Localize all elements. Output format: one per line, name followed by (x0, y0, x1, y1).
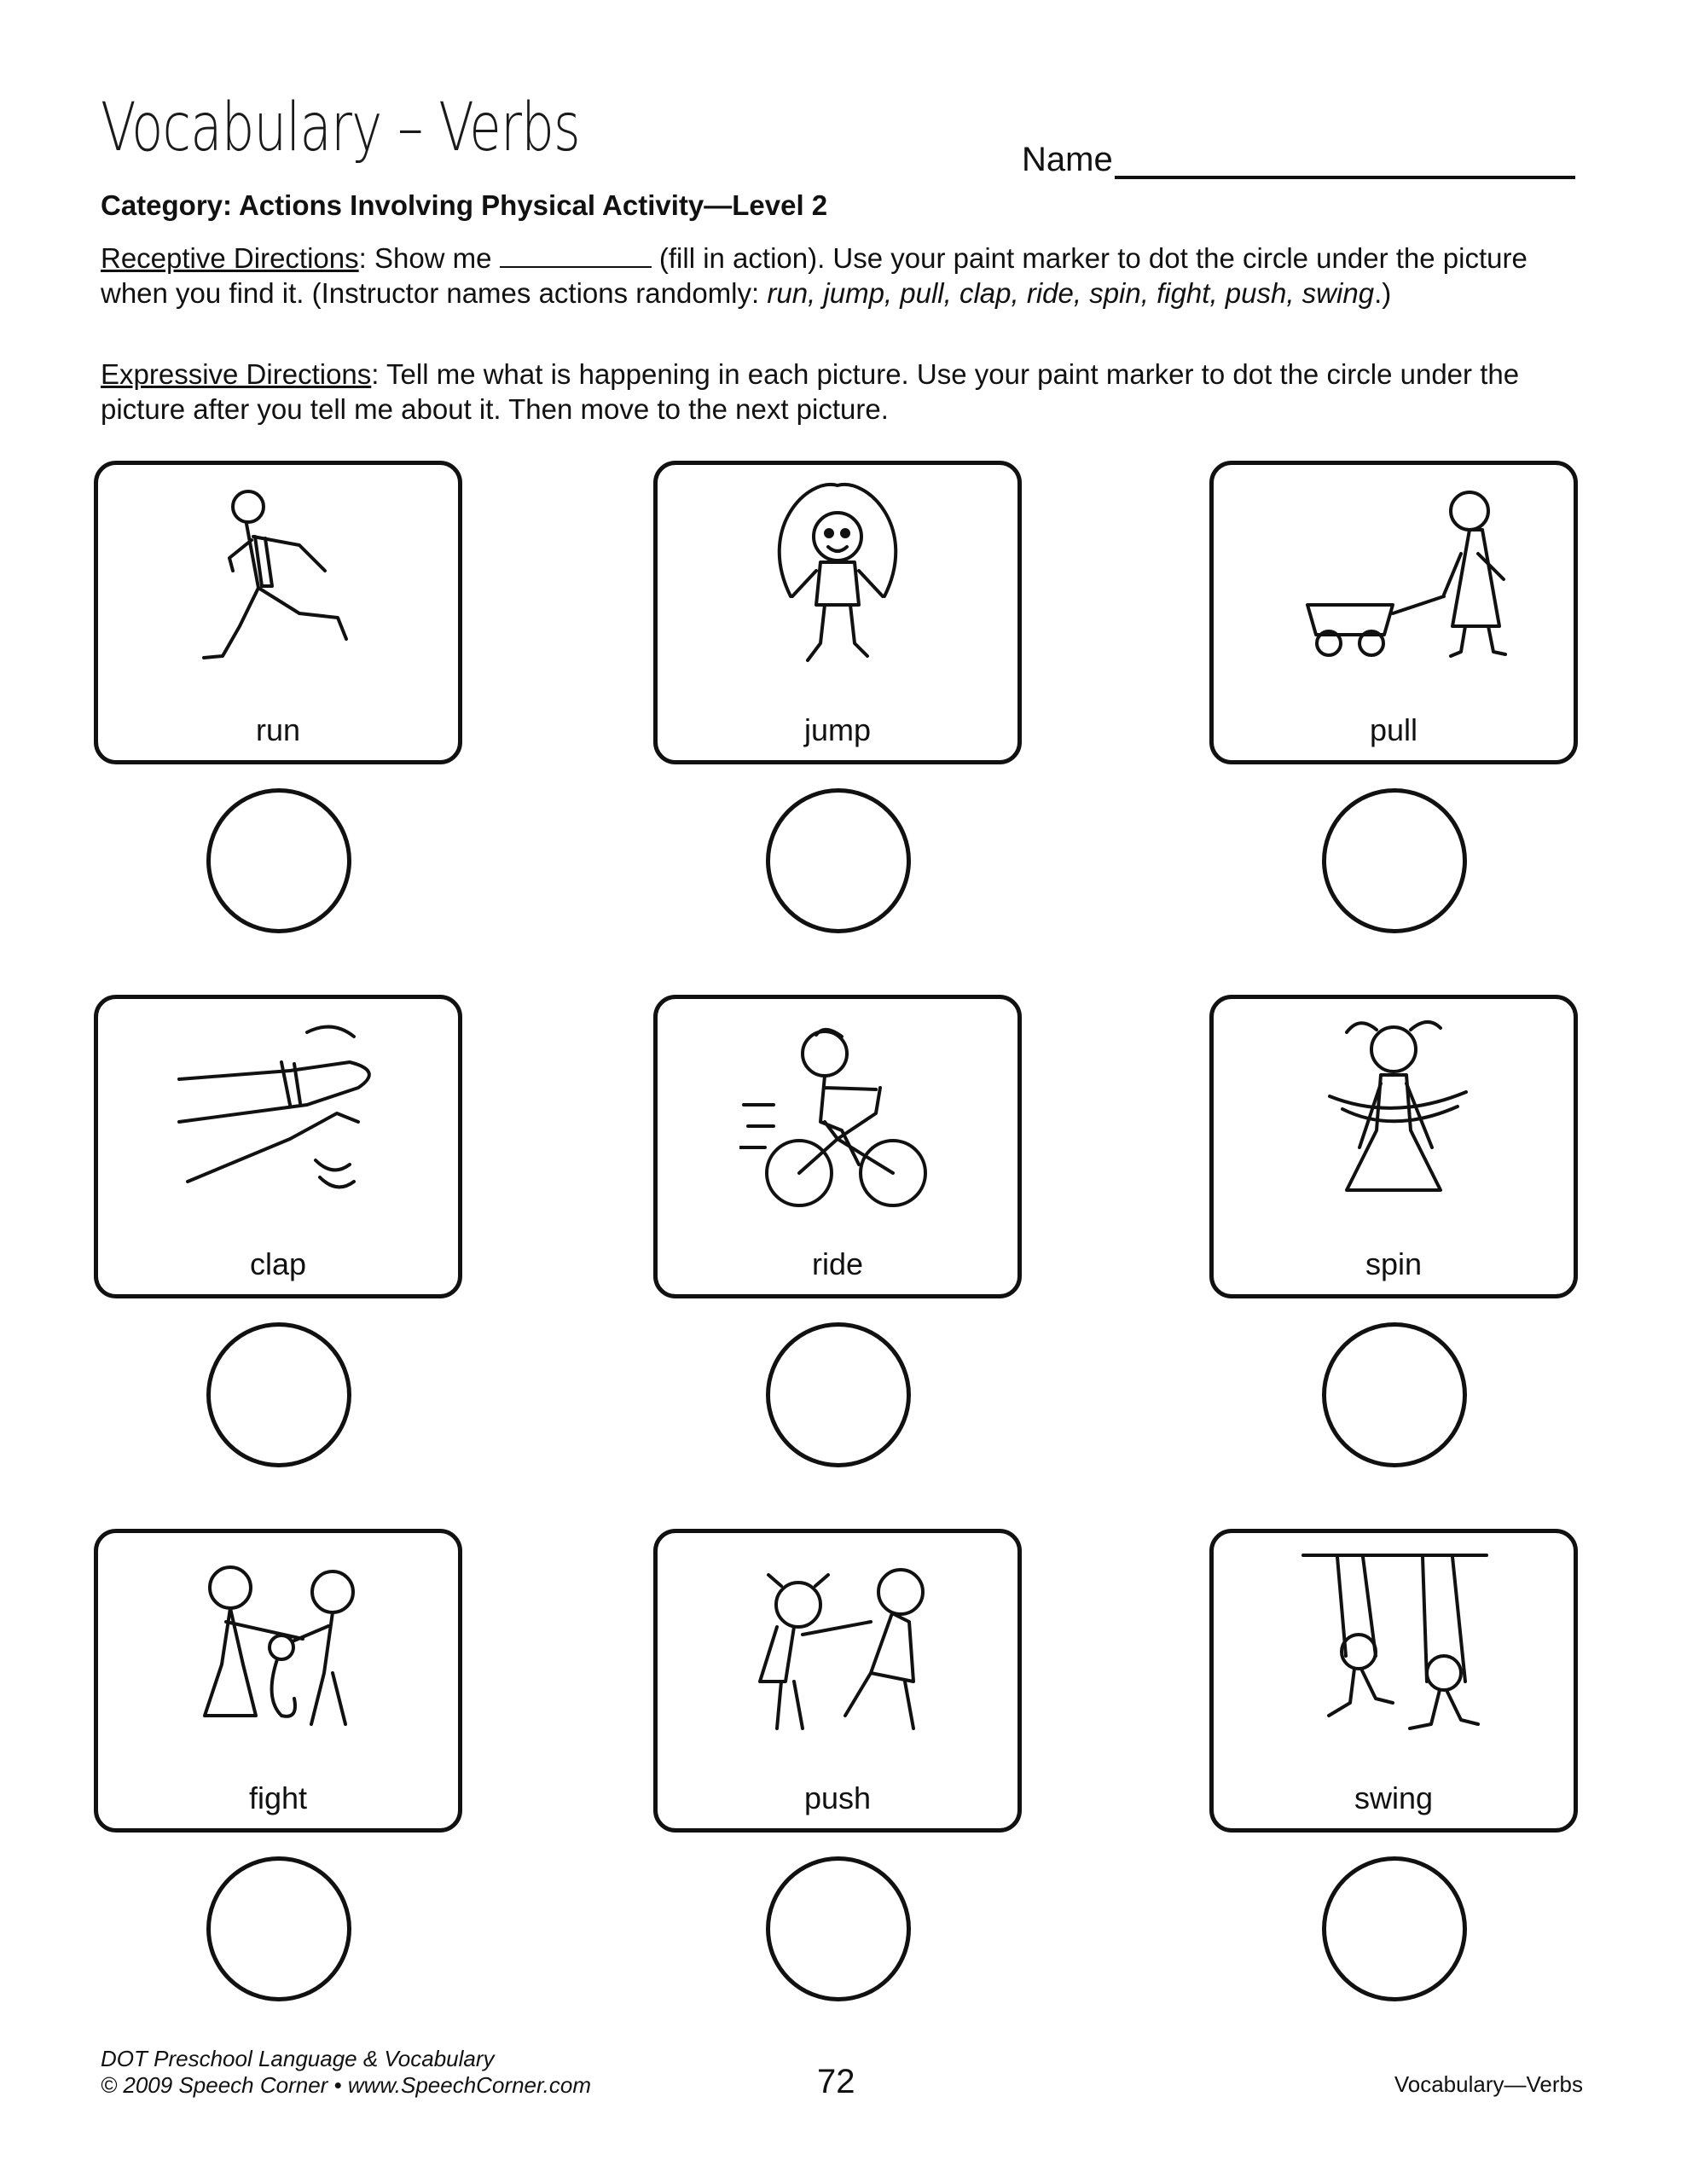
receptive-directions (101, 241, 1551, 311)
receptive-text-a: : Show me (358, 242, 500, 274)
card-clap[interactable] (94, 995, 462, 1298)
card-label: jump (803, 712, 872, 747)
name-field[interactable] (1022, 141, 1575, 179)
card-label: fight (248, 1780, 308, 1815)
running-man-icon (180, 477, 376, 690)
footer-credits (101, 2046, 591, 2099)
fill-in-blank (500, 242, 652, 268)
card-fight[interactable] (94, 1529, 462, 1833)
receptive-heading: Receptive Directions (101, 242, 359, 274)
card-spin[interactable] (1209, 995, 1578, 1298)
answer-circle-ride[interactable] (766, 1322, 911, 1467)
answer-circle-jump[interactable] (766, 788, 911, 933)
card-push[interactable] (653, 1529, 1022, 1833)
card-label: run (255, 712, 301, 747)
card-label: swing (1354, 1780, 1434, 1815)
expressive-directions (101, 357, 1551, 427)
footer-section: Vocabulary—Verbs (1394, 2071, 1583, 2097)
answer-circle-pull[interactable] (1322, 788, 1467, 933)
answer-circle-spin[interactable] (1322, 1322, 1467, 1467)
footer-copyright: © 2009 Speech Corner • www.SpeechCorner.com (101, 2072, 592, 2098)
card-pull[interactable] (1209, 461, 1578, 764)
card-run[interactable] (94, 461, 462, 764)
card-label: spin (1365, 1246, 1423, 1281)
name-line[interactable] (1115, 142, 1575, 179)
card-label: pull (1369, 712, 1418, 747)
page-number: 72 (817, 2063, 855, 2100)
kids-on-swings-icon (1248, 1545, 1538, 1758)
footer-book-title: DOT Preschool Language & Vocabulary (101, 2046, 495, 2071)
answer-circle-fight[interactable] (206, 1856, 351, 2001)
answer-circle-swing[interactable] (1322, 1856, 1467, 2001)
girl-pulling-wagon-icon (1239, 477, 1555, 690)
receptive-text-c: .) (1374, 277, 1392, 309)
card-label: clap (249, 1246, 307, 1281)
expressive-heading: Expressive Directions (101, 358, 372, 390)
clapping-hands-icon (149, 1011, 405, 1224)
expressive-text: : Tell me what is happening in each picture. Use your paint marker to dot the circle under the picture after you tell me about it. Then move to the next picture. (101, 358, 1520, 425)
page-title: Vocabulary – Verbs (101, 90, 580, 166)
answer-circle-run[interactable] (206, 788, 351, 933)
girl-spinning-icon (1296, 1011, 1492, 1224)
name-label: Name (1022, 141, 1113, 178)
card-label: push (803, 1780, 872, 1815)
card-jump[interactable] (653, 461, 1022, 764)
card-ride[interactable] (653, 995, 1022, 1298)
answer-circle-clap[interactable] (206, 1322, 351, 1467)
jump-rope-girl-icon (739, 477, 936, 690)
kids-fighting-over-toy-icon (149, 1545, 414, 1758)
card-swing[interactable] (1209, 1529, 1578, 1833)
card-label: ride (811, 1246, 864, 1281)
child-riding-bike-icon (739, 1011, 936, 1224)
actions-list: run, jump, pull, clap, ride, spin, fight, push, swing (767, 277, 1375, 309)
category-heading: Category: Actions Involving Physical Activity—Level 2 (101, 189, 828, 221)
answer-circle-push[interactable] (766, 1856, 911, 2001)
girl-pushing-boy-icon (709, 1545, 973, 1758)
receptive-text-b: (fill in action). Use your paint marker to dot the circle under the picture when you find it. (Instructor names actions randomly: (101, 242, 1528, 309)
